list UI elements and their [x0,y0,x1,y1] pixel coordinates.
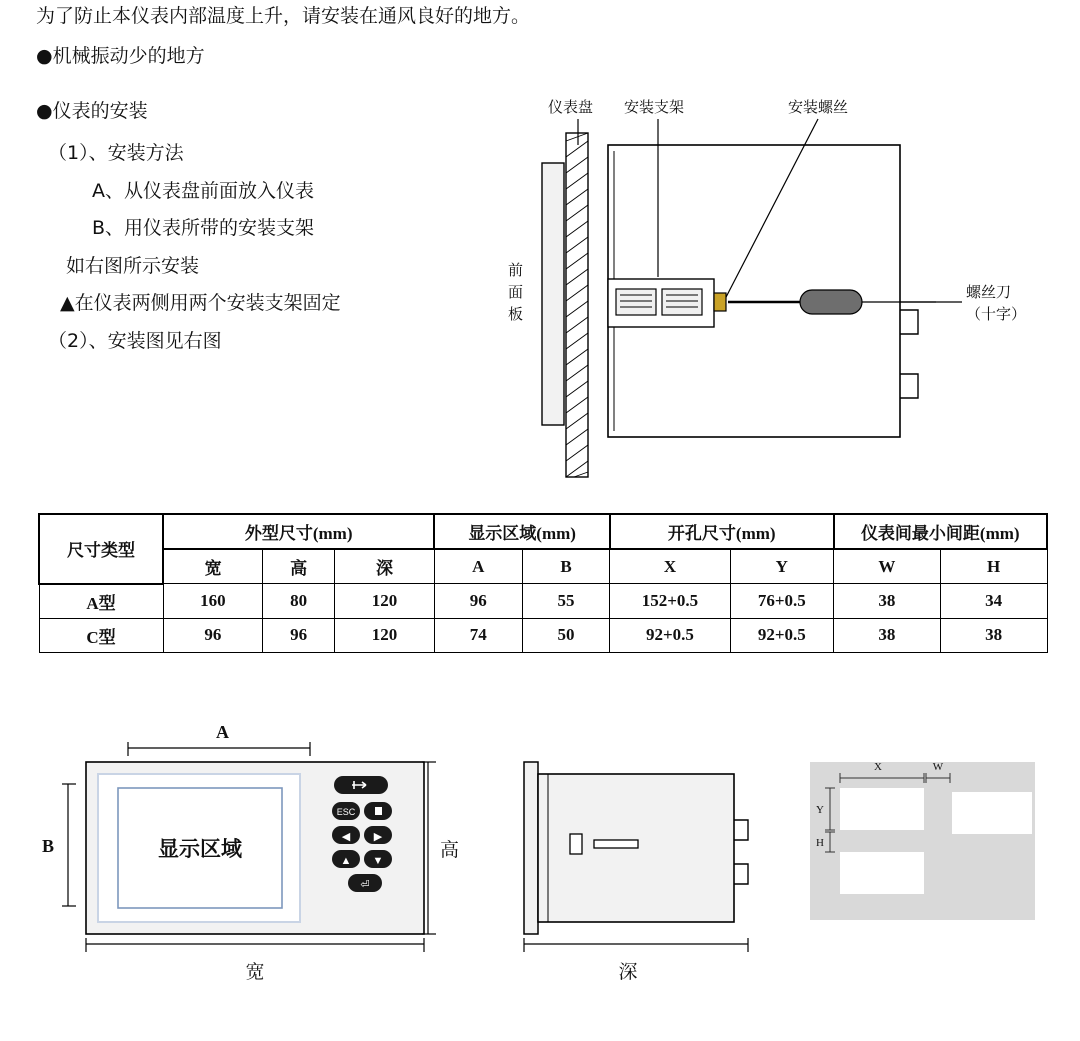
c-space-w: 38 [834,618,941,652]
instruction-line-1: 为了防止本仪表内部温度上升，请安装在通风良好的地方。 [36,5,531,27]
cutout-hole-2 [952,792,1032,834]
instruction-line-8: ▲在仪表两侧用两个安装支架固定 [60,292,341,315]
side-feature-slot [594,840,638,848]
c-space-h: 38 [940,618,1047,652]
bracket-right [662,289,702,315]
instruction-text-block [36,4,536,367]
power-key-label: ⏎ [360,879,370,891]
table-corner-label: 尺寸类型 [39,514,163,584]
a-space-w: 38 [834,584,941,619]
c-cut-x: 92+0.5 [610,618,730,652]
label-front-panel-3: 板 [508,305,524,323]
a-depth: 120 [335,584,435,619]
front-dim-height-label: 高 [440,839,460,861]
label-mounting-bracket: 安装支架 [624,98,685,116]
table-subheader-height: 高 [263,549,335,584]
front-dim-b-label: B [42,836,55,856]
label-mounting-screw: 安装螺丝 [788,98,849,116]
table-subheader-w: W [834,549,941,584]
table-subheader-a: A [434,549,522,584]
side-dim-depth-label: 深 [618,961,638,983]
cutout-panel-background [810,762,1035,920]
c-width: 96 [163,618,263,652]
a-space-h: 34 [940,584,1047,619]
left-key-label: ◀ [341,831,351,843]
a-disp-b: 55 [522,584,610,619]
c-disp-b: 50 [522,618,610,652]
cutout-hole-1 [840,788,924,830]
a-cut-x: 152+0.5 [610,584,730,619]
rear-tab-upper [900,310,918,334]
cutout-dim-w-label: W [932,761,944,773]
label-front-panel-2: 面 [508,283,524,301]
screwdriver-handle [800,290,862,314]
dimension-drawings [0,680,1080,1040]
table-subheader-y: Y [730,549,834,584]
cutout-dim-h-label: H [816,837,824,849]
table-subheader-b: B [522,549,610,584]
side-feature-square [570,834,582,854]
label-screwdriver-line2: （十字） [966,305,1027,323]
instruction-line-2: ●机械振动少的地方 [36,44,205,67]
up-key-label: ▲ [340,855,352,867]
enter-key-glyph [375,807,382,815]
label-front-panel-1: 前 [508,261,524,279]
a-width: 160 [163,584,263,619]
installation-diagram [470,85,1070,485]
front-panel-block [542,163,564,425]
label-meter-panel: 仪表盘 [548,98,594,116]
c-depth: 120 [335,618,435,652]
instruction-line-4: （1）、安装方法 [48,141,184,164]
right-key-label: ▶ [373,831,383,843]
bracket-left [616,289,656,315]
table-group-spacing: 仪表间最小间距(mm) [834,514,1047,549]
down-key-label: ▼ [372,855,384,867]
a-height: 80 [263,584,335,619]
cutout-dim-y-label: Y [816,804,824,816]
front-dim-a-label: A [216,722,229,742]
cutout-hole-3 [840,852,924,894]
table-group-header-row [39,514,1047,549]
instruction-line-6: B、用仪表所带的安装支架 [92,217,315,240]
c-cut-y: 92+0.5 [730,618,834,652]
table-row [39,584,1047,619]
instruction-line-5: A、从仪表盘前面放入仪表 [92,179,314,202]
instruction-line-7: 如右图所示安装 [66,254,200,277]
installation-diagram-svg [470,85,1070,485]
table-subheader-x: X [610,549,730,584]
c-height: 96 [263,618,335,652]
side-tab-upper [734,820,748,840]
table-group-dimension: 外型尺寸(mm) [163,514,434,549]
table-row [39,618,1047,652]
front-view [42,722,459,983]
instruction-line-9: （2）、安装图见右图 [48,330,222,353]
table-sub-header-row [39,549,1047,584]
table-group-cutout: 开孔尺寸(mm) [610,514,834,549]
side-view [524,762,748,983]
side-tab-lower [734,864,748,884]
leader-screw [723,119,818,303]
front-display-area-label: 显示区域 [158,837,242,861]
row-type-a: A型 [39,584,163,619]
table-subheader-width: 宽 [163,549,263,584]
table-subheader-depth: 深 [335,549,435,584]
rear-tab-lower [900,374,918,398]
c-disp-a: 74 [434,618,522,652]
a-cut-y: 76+0.5 [730,584,834,619]
a-disp-a: 96 [434,584,522,619]
side-front-plate [524,762,538,934]
label-screwdriver-line1: 螺丝刀 [966,283,1012,301]
specification-table [38,513,1048,653]
row-type-c: C型 [39,618,163,652]
specification-table-wrapper [38,513,1048,653]
panel-plate-hatched [566,133,588,477]
cutout-view [810,761,1035,920]
dimension-drawings-svg [0,680,1080,1040]
esc-key-label: ESC [336,807,356,817]
instruction-line-3: ●仪表的安装 [36,100,148,123]
table-group-display: 显示区域(mm) [434,514,610,549]
cutout-dim-x-label: X [874,761,882,773]
table-subheader-h: H [940,549,1047,584]
front-dim-width-label: 宽 [245,961,265,983]
mounting-screw-head [714,293,726,311]
